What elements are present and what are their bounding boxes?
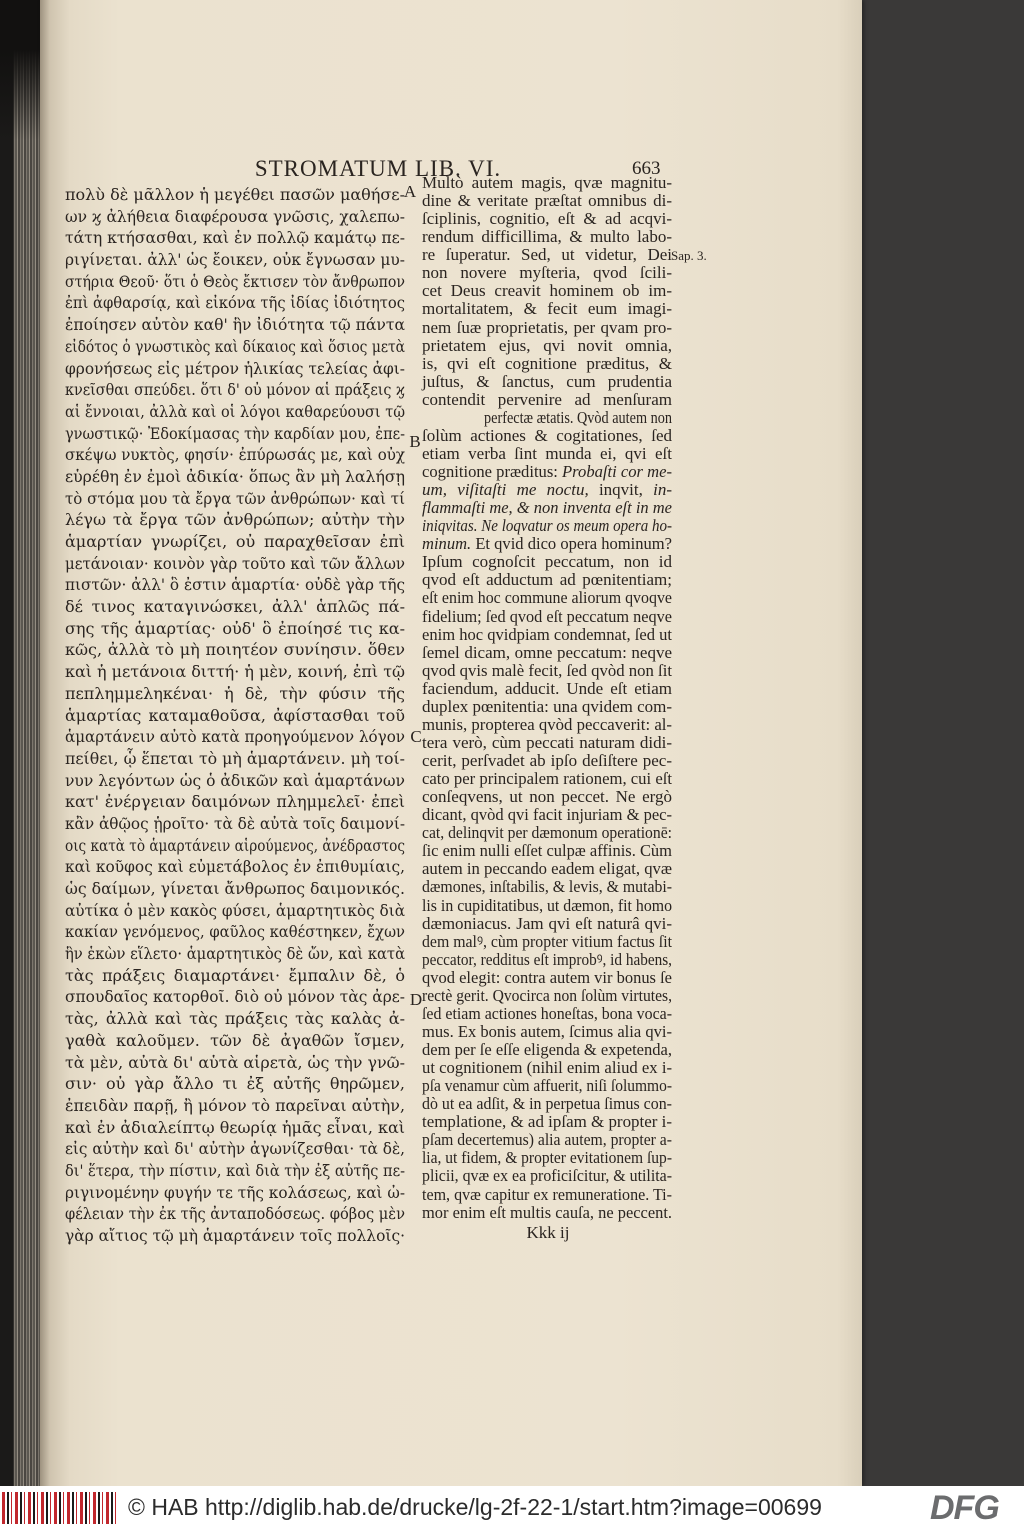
greek-line-text: δι' ἕτερα, τὴν πίστιν, καὶ διὰ τὴν ἐξ αὐτῆς πε- <box>65 1160 405 1180</box>
latin-line-text: dicant, qvòd qvi facit injuriam & pec- <box>422 805 672 825</box>
greek-line <box>65 1008 405 1030</box>
greek-line-text: εἰδότος ὁ γνωστικὸς καὶ δίκαιος καὶ ὅσιος μετὰ <box>65 336 405 356</box>
latin-line <box>422 517 672 535</box>
latin-line-text: ſemel dicam, omne peccatum: neqve <box>422 642 672 662</box>
latin-line-text: contendit pervenire ad menſuram <box>422 389 672 409</box>
greek-line-text: σπουδαῖος κατορθοῖ. διὸ οὐ μόνον τὰς ἀρε- <box>65 987 405 1007</box>
greek-line <box>65 770 405 792</box>
latin-line-text: cat, delinqvit per dæmonum operationē: <box>422 823 672 843</box>
latin-line <box>422 1186 672 1204</box>
greek-line <box>65 488 405 510</box>
greek-line-text: σης τῆς ἁμαρτίας· οὐδ' ὃ ἐποίησέ τις κα- <box>65 618 405 638</box>
latin-line-text: faciendum, adducit. Unde eſt etiam <box>422 678 672 698</box>
latin-line-text: perfectæ ætatis. Qvòd autem non <box>484 407 672 427</box>
greek-line <box>65 1203 405 1225</box>
greek-line <box>65 639 405 661</box>
greek-line <box>65 1117 405 1139</box>
greek-line-text: ἣν ἑκὼν εἵλετο· ἁμαρτητικὸς δὲ ὤν, καὶ κατὰ <box>65 944 405 964</box>
latin-line-text: dæmoniacus. Jam qvi eſt naturâ qvi- <box>422 913 672 933</box>
latin-line-text: dine & veritate præſtat omnibus di- <box>422 191 672 211</box>
greek-line-text: ἁμαρτίας καταμαθοῦσα, ἀφίστασθαι τοῦ <box>65 705 405 725</box>
greek-line-text: πιστῶν· ἀλλ' ὃ ἐστιν ἁμαρτία· οὐδὲ γὰρ τῆς <box>65 575 405 595</box>
greek-line <box>65 856 405 878</box>
latin-line <box>422 1077 672 1095</box>
latin-line <box>422 680 672 698</box>
latin-line <box>422 589 672 607</box>
latin-line-text <box>422 517 672 535</box>
greek-line <box>65 423 405 445</box>
latin-line <box>422 1005 672 1023</box>
text-segment: inqvit, <box>588 480 654 500</box>
greek-line-text: γὰρ αἴτιος τῷ μὴ ἁμαρτάνειν τοῖς πολλοῖς· <box>65 1226 405 1245</box>
latin-line <box>422 752 672 770</box>
latin-line-text: duplex pœnitentia: una qvidem com- <box>422 696 672 716</box>
italic-segment: minum. <box>422 534 472 554</box>
latin-line-text: dem per ſe eſſe eligenda & expetenda, <box>422 1040 672 1059</box>
latin-line <box>422 282 672 300</box>
latin-line <box>422 300 672 318</box>
greek-line <box>65 596 405 618</box>
latin-line-text <box>422 463 672 481</box>
greek-line <box>65 314 405 336</box>
latin-line <box>422 535 672 553</box>
greek-line <box>65 271 405 293</box>
greek-line-text: στήρια Θεοῦ· ὅτι ὁ Θεὸς ἔκτισεν τὸν ἄνθρωπον <box>65 271 405 291</box>
latin-line <box>422 969 672 987</box>
latin-line-text: nem ſuæ proprietatis, per qvam pro- <box>422 317 672 337</box>
greek-line-text: οις κατὰ τὸ ἁμαρτάνειν αἱρούμενος, ἀνέδραστος <box>65 835 405 855</box>
latin-line-text: fidelium; ſed qvod eſt peccatum neqve <box>422 606 672 626</box>
latin-line <box>422 1023 672 1041</box>
latin-line <box>422 264 672 282</box>
latin-line <box>422 1095 672 1113</box>
latin-line <box>422 824 672 842</box>
latin-line-text: qvod elegit: contra autem vir bonus ſe <box>422 967 672 987</box>
latin-line <box>422 770 672 788</box>
greek-line-text: τάτη κτήσασθαι, καὶ ἐν πολλῷ καμάτῳ πε- <box>65 228 405 248</box>
greek-line <box>65 813 405 835</box>
latin-line-text: enim hoc qvidpiam condemnat, ſed ut <box>422 624 672 644</box>
greek-line <box>65 661 405 683</box>
greek-line-text: ἁμαρτάνειν αὐτὸ κατὰ προηγούμενον λόγον <box>65 727 405 747</box>
greek-line <box>65 1225 405 1247</box>
latin-line-text: etiam verba ſint munda ei, qvi eſt <box>422 443 672 463</box>
latin-line <box>422 1167 672 1185</box>
latin-line <box>422 481 672 499</box>
latin-line-text: tem, qvæ capitur ex remuneratione. Ti- <box>422 1184 672 1204</box>
greek-line <box>65 1138 405 1160</box>
latin-line <box>422 734 672 752</box>
section-marker-d: D <box>409 990 423 1009</box>
italic-segment: Probaſti cor me- <box>562 462 672 481</box>
greek-line-text: εὑρέθη ἐν ἐμοὶ ἀδικία· ὅπως ἂν μὴ λαλήσῃ <box>65 466 405 486</box>
latin-line-text: qvod eſt adductum ad pœnitentiam; <box>422 570 672 590</box>
greek-line <box>65 206 405 228</box>
greek-line-text: ἐποίησεν αὐτὸν καθ' ἣν ἰδιότητα τῷ πάντα <box>65 315 405 335</box>
latin-line <box>422 806 672 824</box>
latin-line <box>422 355 672 373</box>
text-segment: Et qvid dico opera hominum? <box>471 534 672 554</box>
greek-line-text: γνωστικῷ· Ἐδοκίμασας τὴν καρδίαν μου, ἐπε- <box>65 423 405 443</box>
greek-line-text: μετάνοιαν· κοινὸν γὰρ τοῦτο καὶ τῶν ἄλλων <box>65 553 405 573</box>
latin-line <box>422 662 672 680</box>
italic-segment: um, viſitaſti me noctu, <box>422 480 589 500</box>
latin-line <box>422 228 672 246</box>
greek-line-text: καὶ ἐν ἀδιαλείπτῳ θεωρίᾳ ἡμᾶς εἶναι, καὶ <box>65 1117 405 1137</box>
latin-line-text: munis, propterea qvòd peccaverit: al- <box>422 714 672 734</box>
latin-line <box>422 1131 672 1149</box>
latin-line <box>422 626 672 644</box>
italic-segment: in- <box>653 480 672 500</box>
latin-line-text: ſciplinis, cognitio, eſt & ad acqvi- <box>422 209 672 229</box>
latin-line <box>422 319 672 337</box>
section-marker-c: C <box>410 727 422 746</box>
latin-line <box>422 788 672 806</box>
greek-line <box>65 618 405 640</box>
greek-line-text: κῶς, ἀλλὰ τὸ μὴ ποιητέον συνίησιν. ὅθεν <box>65 640 405 660</box>
section-marker-a: A <box>403 182 417 201</box>
greek-line-text: κακίαν γενόμενος, φαῦλος καθέστηκεν, ἔχων <box>65 922 405 942</box>
hab-logo-icon <box>2 1492 118 1524</box>
latin-line-text: non novere myſteria, qvod ſcili- <box>422 263 672 283</box>
page-number: 663 <box>632 158 661 179</box>
latin-line-text: cerit, perſvadet ab ipſo deſiſtere pec- <box>422 751 672 770</box>
latin-line-text <box>422 499 672 517</box>
latin-line-text: pſam decertemus) alia autem, propter a- <box>422 1130 672 1150</box>
latin-line-text: mor enim eſt multis cauſa, ne peccent. <box>422 1202 672 1222</box>
latin-column <box>422 174 672 1222</box>
greek-line-text: πολὺ δὲ μᾶλλον ἡ μεγέθει πασῶν μαθήσε- <box>65 185 405 204</box>
greek-line <box>65 1182 405 1204</box>
latin-line-text: mus. Ex bonis autem, ſcimus alia qvi- <box>422 1021 672 1041</box>
latin-line <box>422 842 672 860</box>
latin-line <box>422 698 672 716</box>
greek-line <box>65 878 405 900</box>
latin-line <box>422 445 672 463</box>
greek-line <box>65 358 405 380</box>
latin-line <box>422 933 672 951</box>
latin-line-text: mortalitatem, & fecit eum imagi- <box>422 299 672 319</box>
greek-column <box>65 184 405 1247</box>
latin-line-text: Multò autem magis, qvæ magnitu- <box>422 173 672 192</box>
greek-line <box>65 705 405 727</box>
greek-line <box>65 509 405 531</box>
greek-line <box>65 531 405 553</box>
latin-line <box>422 571 672 589</box>
book-page-edges <box>0 0 40 1486</box>
text-segment: cognitione præditus: <box>422 462 563 481</box>
latin-line-text: eſt enim hoc commune aliorum qvoqve <box>422 588 672 608</box>
latin-line-text: ſic enim nulli eſſet culpæ affinis. Cùm <box>422 841 672 861</box>
latin-line <box>422 644 672 662</box>
latin-line-text: is, qvi eſt cognitione præditus, & <box>422 353 672 373</box>
latin-line <box>422 391 672 409</box>
latin-line-text: juſtus, & ſanctus, cum prudentia <box>422 371 672 391</box>
greek-line-text: κατ' ἐνέργειαν δαιμόνων πλημμελεῖ· ἐπεὶ <box>65 792 405 812</box>
greek-line-text: σιν· οὐ γὰρ ἄλλο τι ἐξ αὐτῆς θηρῶμεν, <box>65 1074 405 1094</box>
greek-line <box>65 986 405 1008</box>
source-credit: © HAB http://diglib.hab.de/drucke/lg-2f-22-1/start.htm?image=00699 <box>128 1494 822 1520</box>
greek-line <box>65 1030 405 1052</box>
latin-line-text: plicii, qvæ ex ea proficiſcitur, & utilita- <box>422 1166 672 1186</box>
latin-line-text: re ſuperatur. Sed, ut videtur, Dei <box>422 245 672 265</box>
latin-line <box>422 210 672 228</box>
latin-line-text: dò ut ea adſit, & in perpetua ſimus con- <box>422 1094 672 1114</box>
greek-line-text: ριγίνεται. ἀλλ' ὡς ἔοικεν, οὐκ ἔγνωσαν μυ- <box>65 250 405 270</box>
greek-line-text: εἰς αὐτὴν καὶ δι' αὐτὴν ἀγωνίζεσθαι· τὰ δὲ, <box>65 1139 405 1159</box>
greek-line <box>65 1052 405 1074</box>
greek-line-text: καὶ κοῦφος καὶ εὐμετάβολος ἐν ἐπιθυμίαις, <box>65 857 405 877</box>
latin-line-text: cet Deus creavit hominem ob im- <box>422 281 672 301</box>
greek-line-text: αἱ ἔννοιαι, ἀλλὰ καὶ οἱ λόγοι καθαρεύουσι τῷ <box>65 401 405 421</box>
latin-line-text: Ipſum cognoſcit peccatum, non id <box>422 552 672 572</box>
greek-line <box>65 401 405 423</box>
latin-line-text: ſolùm actiones & cogitationes, ſed <box>422 425 672 445</box>
latin-line <box>422 463 672 481</box>
greek-line-text: δέ τινος καταγινώσκει, ἀλλ' ἁπλῶς πά- <box>65 597 405 617</box>
latin-line-text: pſa venamur cùm affuerit, niſi ſolummo- <box>422 1076 672 1096</box>
latin-line <box>422 553 672 571</box>
greek-line-text: πεπλημμεληκέναι· ἡ δὲ, τὴν φύσιν τῆς <box>65 683 405 703</box>
italic-segment: flammaſti me, & non inventa eſt in me <box>422 498 672 518</box>
latin-line-text: dem malꝰ, cùm propter vitium factus ſit <box>422 931 672 951</box>
latin-line <box>422 373 672 391</box>
latin-line <box>422 174 672 192</box>
greek-line-text: γαθὰ καλοῦμεν. τῶν δὲ ἀγαθῶν ἴσμεν, <box>65 1030 405 1050</box>
greek-line <box>65 1095 405 1117</box>
source-bar <box>0 1486 1024 1529</box>
greek-line-text: καὶ ἡ μετάνοια διττή· ἡ μὲν, κοινή, ἐπὶ τῷ <box>65 662 405 682</box>
greek-line <box>65 791 405 813</box>
greek-line-text: λέγω τὰ ἔργα τῶν ἀνθρώπων; αὐτὴν τὴν <box>65 510 405 530</box>
greek-line <box>65 943 405 965</box>
latin-line-text: autem in peccando eadem eligat, qvæ <box>422 859 672 879</box>
greek-line <box>65 1160 405 1182</box>
greek-line-text: τὰς, ἀλλὰ καὶ τὰς πράξεις τὰς καλὰς ἀ- <box>65 1009 405 1029</box>
greek-line-text: αὐτίκα ὁ μὲν κακὸς φύσει, ἁμαρτητικὸς διὰ <box>65 900 405 920</box>
latin-line <box>422 1149 672 1167</box>
latin-line <box>422 192 672 210</box>
latin-line <box>422 1113 672 1131</box>
greek-line-text: φρονήσεως εἰς μέτρον ἡλικίας τελείας ἀφι- <box>65 358 405 378</box>
latin-line <box>422 860 672 878</box>
greek-line <box>65 574 405 596</box>
greek-line-text: ἁμαρτίαν γνωρίζει, οὐ παραχθεῖσαν ἐπὶ <box>65 532 405 551</box>
greek-line <box>65 444 405 466</box>
greek-line-text: ἐπειδὰν παρῇ, ἢ μόνον τὸ παρεῖναι αὐτὴν, <box>65 1095 405 1115</box>
greek-line <box>65 553 405 575</box>
greek-line-text: κνεῖσθαι σπεύδει. ὅτι δ' οὐ μόνον αἱ πράξεις ϗ <box>65 380 405 400</box>
dfg-logo: DFG <box>930 1489 999 1527</box>
latin-line-text: templatione, & ad ipſam & propter i- <box>422 1112 672 1132</box>
latin-line <box>422 1204 672 1222</box>
greek-line <box>65 921 405 943</box>
section-marker-b: B <box>409 432 421 451</box>
greek-line <box>65 227 405 249</box>
latin-line-text: peccator, redditus eſt improbꝰ, id habens, <box>422 949 672 969</box>
running-head: STROMATUM LIB. VI. <box>254 156 502 181</box>
latin-line <box>422 878 672 896</box>
latin-line-text: lia, ut fidem, & propter evitationem ſup- <box>422 1148 672 1168</box>
latin-line <box>422 987 672 1005</box>
latin-line-text: ſed etiam actiones honeſtas, bona voca- <box>422 1003 672 1023</box>
latin-line <box>422 915 672 933</box>
latin-line-text: rendum difficillima, & multo labo- <box>422 227 672 247</box>
book-page <box>40 0 862 1486</box>
latin-line-text <box>422 535 672 553</box>
latin-line-text: lis in cupiditatibus, ut dæmon, fit homo <box>422 895 672 915</box>
latin-line <box>422 608 672 626</box>
latin-line-text: ut cognitionem (nihil enim aliud ex i- <box>422 1058 672 1078</box>
latin-line <box>422 897 672 915</box>
greek-line-text: πείθει, ᾧ ἕπεται τὸ μὴ ἁμαρτάνειν. μὴ τοί- <box>65 748 405 768</box>
greek-line <box>65 336 405 358</box>
greek-line-text: ριγινομένην φυγήν τε τῆς κολάσεως, καὶ ὠ- <box>65 1182 405 1202</box>
greek-line-text: ὡς δαίμων, γίνεται ἄνθρωπος δαιμονικός. <box>65 879 405 898</box>
latin-line-text: conſeqvens, ut non peccet. Ne ergò <box>422 787 672 807</box>
latin-line-text: tera verò, cùm peccati naturam didi- <box>422 732 672 752</box>
latin-line-text: dæmones, inſtabilis, & levis, & mutabi- <box>422 877 672 897</box>
greek-line <box>65 900 405 922</box>
italic-segment: iniqvitas. Ne loqvatur os meum opera ho- <box>422 516 672 536</box>
greek-line <box>65 184 405 206</box>
greek-line <box>65 1073 405 1095</box>
margin-note: Sap. 3. <box>671 248 707 263</box>
greek-line <box>65 748 405 770</box>
greek-line-text: ων ϗ ἀλήθεια διαφέρουσα γνῶσις, χαλεπω- <box>65 206 405 226</box>
greek-line-text: τὰ μὲν, αὐτὰ δι' αὑτὰ αἱρετὰ, ὡς τὴν γνῶ- <box>65 1052 405 1072</box>
greek-line <box>65 835 405 857</box>
latin-line <box>422 951 672 969</box>
greek-line-text: σκέψω νυκτὸς, φησίν· ἐπύρωσάς με, καὶ οὐχ <box>65 445 405 465</box>
latin-line <box>422 246 672 264</box>
latin-line-text <box>422 480 672 499</box>
latin-line <box>422 337 672 355</box>
latin-line <box>422 427 672 445</box>
latin-line <box>422 1059 672 1077</box>
latin-line-text: qvod qvis malè fecit, ſed qvòd non ſit <box>422 660 672 680</box>
greek-line-text: τὰς πράξεις διαμαρτάνει· ἔμπαλιν δὲ, ὁ <box>65 965 405 985</box>
greek-line-text: τὸ στόμα μου τὰ ἔργα τῶν ἀνθρώπων· καὶ τί <box>65 488 405 508</box>
greek-line-text: ἐπὶ ἀφθαρσίᾳ, καὶ εἰκόνα τῆς ἰδίας ἰδιότητος <box>65 293 405 313</box>
greek-line <box>65 965 405 987</box>
greek-line-text: κἂν ἀθῷος ᾑροῖτο· τὰ δὲ αὐτὰ τοῖς δαιμονί- <box>65 813 405 833</box>
latin-line-text: cato per principalem rationem, cui eſt <box>422 769 672 789</box>
greek-line <box>65 292 405 314</box>
signature-mark: Kkk ij <box>526 1223 570 1242</box>
latin-line <box>422 716 672 734</box>
greek-line <box>65 379 405 401</box>
greek-line <box>65 726 405 748</box>
latin-line-text: rectè gerit. Qvocirca non ſolùm virtutes, <box>422 985 672 1005</box>
greek-line-text: φέλειαν τὴν ἐκ τῆς ἀνταποδόσεως. φόβος μὲν <box>65 1204 405 1224</box>
greek-line <box>65 683 405 705</box>
latin-line <box>422 499 672 517</box>
latin-line <box>422 409 672 427</box>
greek-line <box>65 249 405 271</box>
latin-line-text: prietatem ejus, qvi novit omnia, <box>422 335 672 355</box>
greek-line-text: νυν λεγόντων ὡς ὁ ἀδικῶν καὶ ἁμαρτάνων <box>65 770 405 790</box>
greek-line <box>65 466 405 488</box>
latin-line <box>422 1041 672 1059</box>
